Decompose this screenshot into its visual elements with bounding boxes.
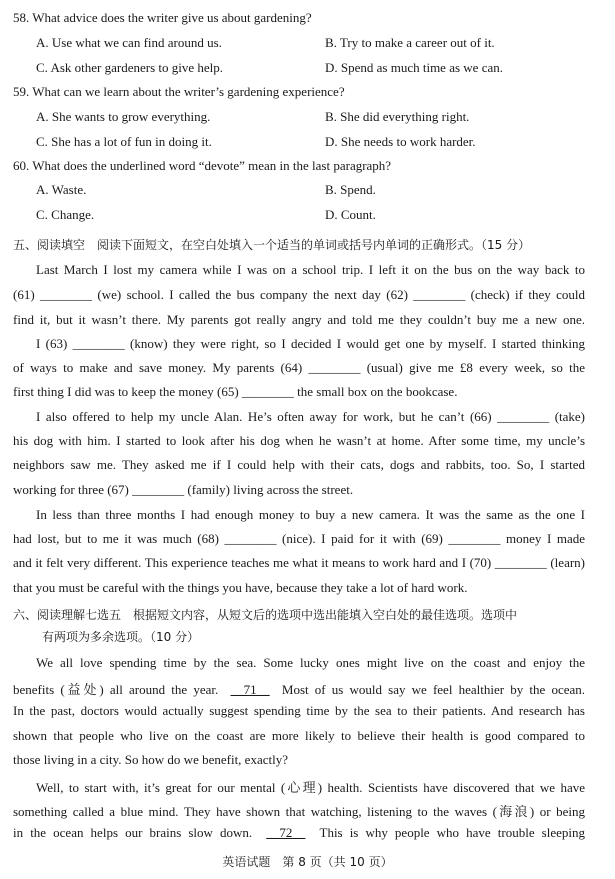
section-6-heading: 六、阅读理解七选五 根据短文内容，从短文后的选项中选出能填入空白处的最佳选项。选项中 xyxy=(13,608,518,622)
section-6-line-part: in the ocean helps our brains slow down. xyxy=(13,825,253,840)
section-6-line: We all love spending time by the sea. Some lucky ones might live on the coast and enjoy the xyxy=(36,655,585,670)
question-60-option-d: D. Count. xyxy=(325,207,376,222)
section-5-line: working for three (67) ________ (family) living across the street. xyxy=(13,482,354,497)
question-60-option-b: B. Spend. xyxy=(325,182,376,197)
page-footer: 英语试题 第 8 页（共 10 页） xyxy=(222,855,393,869)
section-6-line-part: Most of us would say we feel healthier by the ocean. xyxy=(281,682,586,697)
question-58-option-c: C. Ask other gardeners to give help. xyxy=(36,60,224,75)
section-6-line: those living in a city. So how do we benefit, exactly? xyxy=(13,752,288,767)
section-6-line-part: benefits (益处) all around the year. xyxy=(13,682,219,697)
section-5-line: neighbors saw me. They asked me if I could help with their cats, dogs and rabbits, too. So, I started xyxy=(13,457,585,472)
question-59-option-a: A. She wants to grow everything. xyxy=(36,109,211,124)
question-60-stem xyxy=(13,158,391,174)
section-5-heading: 五、阅读填空 阅读下面短文，在空白处填入一个适当的单词或括号内单词的正确形式。（15 分） xyxy=(13,238,531,252)
section-5-line: that you must be careful with the things you have, because they take a lot of hard work. xyxy=(13,580,468,595)
section-6-line-part: This is why people who have trouble sleeping xyxy=(319,825,585,840)
section-6-line xyxy=(13,679,585,698)
blank-72: __72__ xyxy=(266,825,306,840)
question-60-stem-before: 60. What does the underlined word “ xyxy=(13,158,205,173)
section-5-line: his dog with him. I started to look after his dog when he wasn’t at home. After some time, my uncle’s xyxy=(13,433,585,448)
section-5-line: (61) ________ (we) school. I called the bus company the next day (62) ________ (check) if they could xyxy=(13,287,585,302)
question-59-stem: 59. What can we learn about the writer’s gardening experience? xyxy=(13,84,345,99)
section-5-line: I (63) ________ (know) they were right, so I decided I would get one by myself. I started thinking xyxy=(36,336,585,351)
question-58-option-a: A. Use what we can find around us. xyxy=(36,35,222,50)
question-59-option-d: D. She needs to work harder. xyxy=(325,134,476,149)
section-5-line: Last March I lost my camera while I was on a school trip. I left it on the bus on the way back to xyxy=(36,262,585,277)
question-60-option-a: A. Waste. xyxy=(36,182,87,197)
section-6-line: shown that people who live on the coast are more likely to believe their health is good compared to xyxy=(13,728,585,743)
section-5-line: first thing I did was to keep the money (65) ________ the small box on the bookcase. xyxy=(13,384,458,399)
question-60-stem-after: ” mean in the last paragraph? xyxy=(239,158,392,173)
section-5-line: I also offered to help my uncle Alan. He’s often away for work, but he can’t (66) ________ (take) xyxy=(36,409,585,424)
section-6-heading-cont: 有两项为多余选项。（10 分） xyxy=(42,630,200,644)
section-6-line xyxy=(13,825,585,841)
section-5-line: In less than three months I had enough money to buy a new camera. It was the same as the one I xyxy=(36,507,585,522)
question-59-option-c: C. She has a lot of fun in doing it. xyxy=(36,134,212,149)
section-5-line: find it, but it wasn’t there. My parents got really angry and told me they couldn’t buy me a new one. xyxy=(13,312,585,327)
question-58-option-d: D. Spend as much time as we can. xyxy=(325,60,503,75)
section-5-line: and it felt very different. This experience teaches me what it means to work hard and I (70) ________ (learn) xyxy=(13,555,585,570)
question-59-option-b: B. She did everything right. xyxy=(325,109,470,124)
section-5-line: had lost, but to me it was much (68) ________ (nice). I paid for it with (69) ________ money I made xyxy=(13,531,585,546)
question-60-option-c: C. Change. xyxy=(36,207,95,222)
question-58-option-b: B. Try to make a career out of it. xyxy=(325,35,495,50)
section-6-line: something called a blue mind. They have shown that watching, listening to the waves (海浪) or being xyxy=(13,804,585,819)
question-60-stem-word: devote xyxy=(204,158,240,173)
section-6-line: Well, to start with, it’s great for our mental (心理) health. Scientists have discovered that we have xyxy=(36,780,585,795)
section-5-line: of ways to make and save money. My parents (64) ________ (usual) give me £8 every week, so the xyxy=(13,360,585,375)
section-6-line: In the past, doctors would actually suggest spending time by the sea to their patients. And research has xyxy=(13,703,585,718)
question-58-stem: 58. What advice does the writer give us about gardening? xyxy=(13,10,312,25)
blank-71: __71__ xyxy=(230,682,270,697)
